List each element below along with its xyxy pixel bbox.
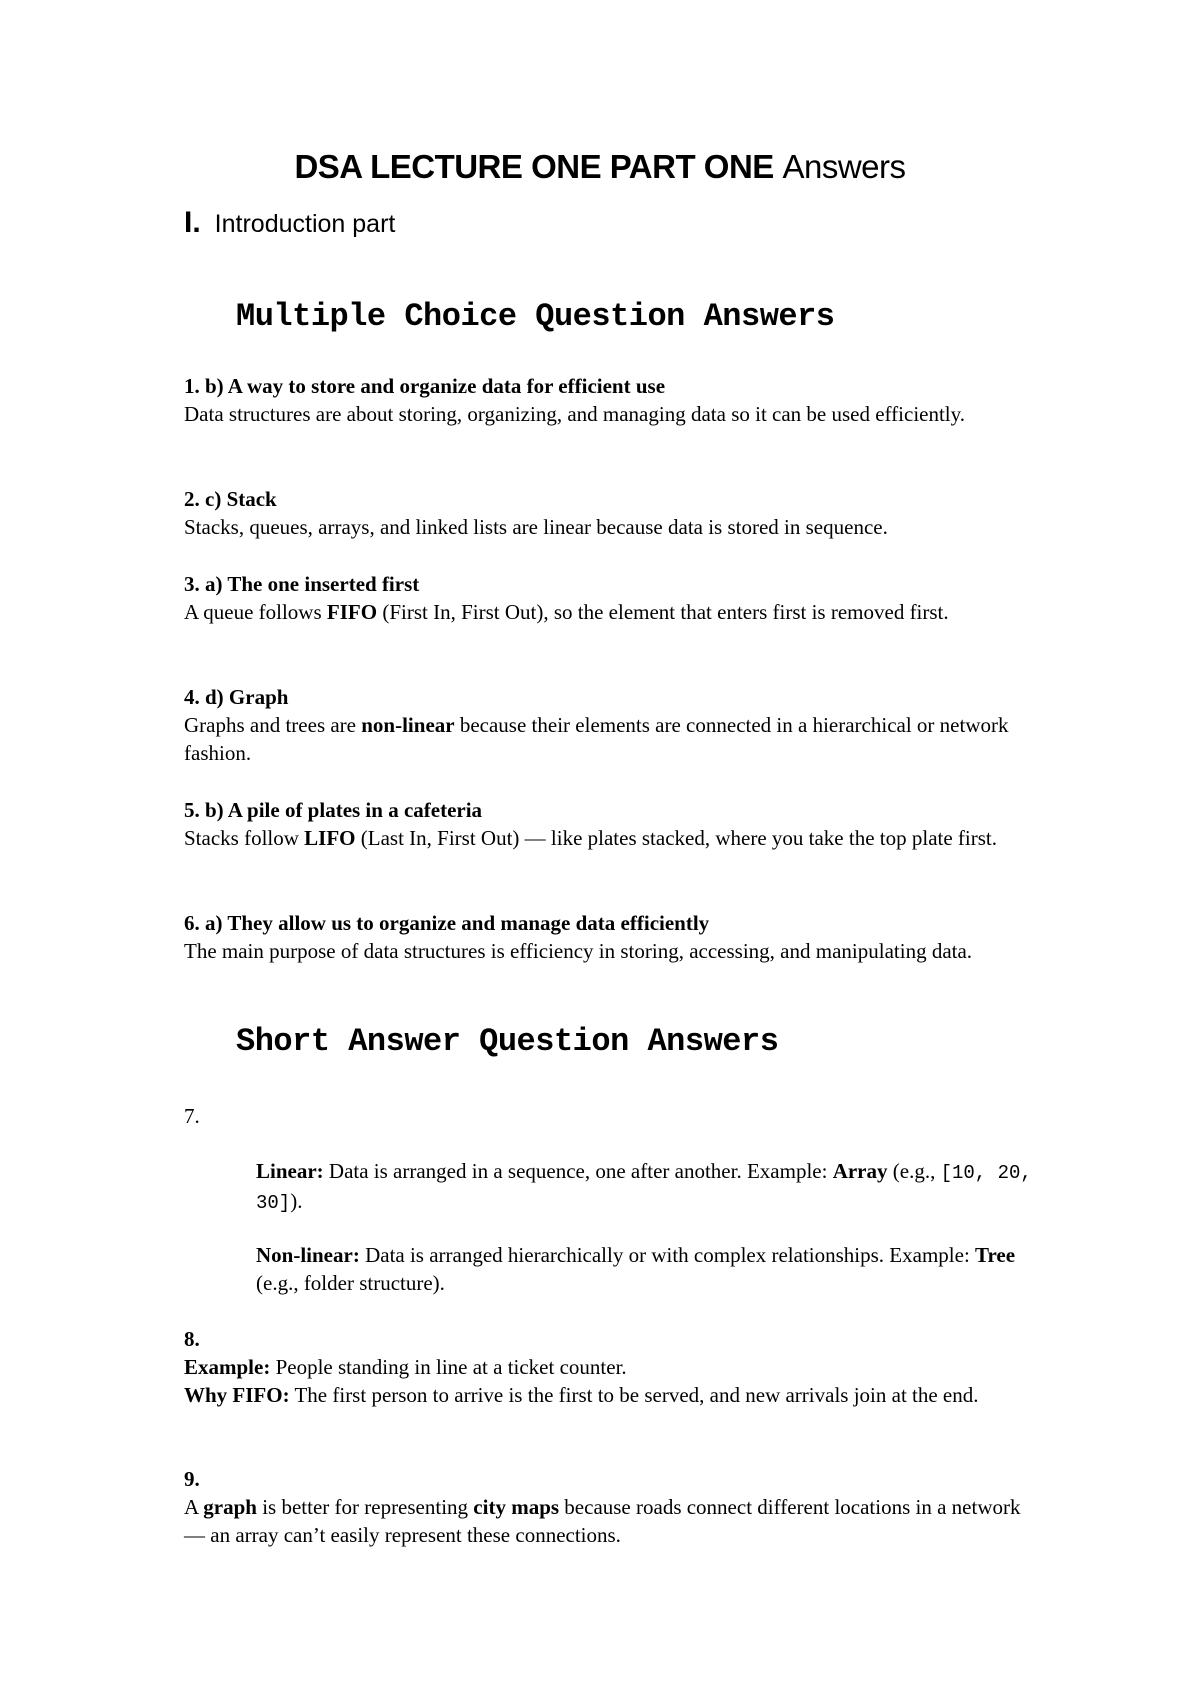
title-light: Answers: [782, 148, 906, 185]
answer-explanation: Graphs and trees are non-linear because their elements are connected in a hierarchical or network fashion.: [184, 713, 1009, 765]
short-answer-7-linear: Linear: Data is arranged in a sequence, one after another. Example: Array (e.g., [10, 20, 30]).: [256, 1159, 1032, 1214]
answer-choice: 1. b) A way to store and organize data for efficient use: [184, 374, 666, 398]
answer-explanation: Stacks, queues, arrays, and linked lists are linear because data is stored in sequence.: [184, 515, 888, 539]
answer-explanation: Stacks follow LIFO (Last In, First Out) — like plates stacked, where you take the top plate first.: [184, 826, 997, 850]
section-intro: [184, 206, 395, 240]
short-answer-7-number: 7.: [184, 1104, 200, 1128]
answer-explanation: A queue follows FIFO (First In, First Out), so the element that enters first is removed first.: [184, 600, 949, 624]
short-answer-7-nonlinear: Non-linear: Data is arranged hierarchically or with complex relationships. Example: Tree (e.g., folder structure).: [256, 1243, 1016, 1295]
answer-choice: 3. a) The one inserted first: [184, 572, 420, 596]
mcq-answer-1: [184, 372, 1044, 428]
document-title: [0, 148, 1200, 186]
mcq-answer-2: [184, 485, 1044, 541]
answer-choice: 4. d) Graph: [184, 685, 289, 709]
answer-choice: 6. a) They allow us to organize and manage data efficiently: [184, 911, 710, 935]
mcq-heading: Multiple Choice Question Answers: [236, 298, 835, 335]
answer-choice: 2. c) Stack: [184, 487, 277, 511]
mcq-answer-5: [184, 796, 1044, 852]
section-label: Introduction part: [214, 210, 396, 238]
mcq-answer-6: [184, 909, 1044, 965]
mcq-answer-4: [184, 683, 1044, 767]
short-answer-heading: Short Answer Question Answers: [236, 1023, 779, 1060]
section-numeral: I.: [184, 206, 201, 239]
short-answer-9: 9. A graph is better for representing city maps because roads connect different locations in a network — an array can’t easily represent these connections.: [184, 1467, 1021, 1547]
short-answer-8: 8. Example: People standing in line at a ticket counter. Why FIFO: The first person to arrive is the first to be served, and new arrivals join at the end.: [184, 1327, 979, 1407]
title-bold: DSA LECTURE ONE PART ONE: [294, 148, 774, 185]
answer-explanation: Data structures are about storing, organizing, and managing data so it can be used efficiently.: [184, 402, 966, 426]
mcq-answer-3: [184, 570, 1044, 626]
answer-choice: 5. b) A pile of plates in a cafeteria: [184, 798, 483, 822]
answer-explanation: The main purpose of data structures is efficiency in storing, accessing, and manipulating data.: [184, 939, 973, 963]
